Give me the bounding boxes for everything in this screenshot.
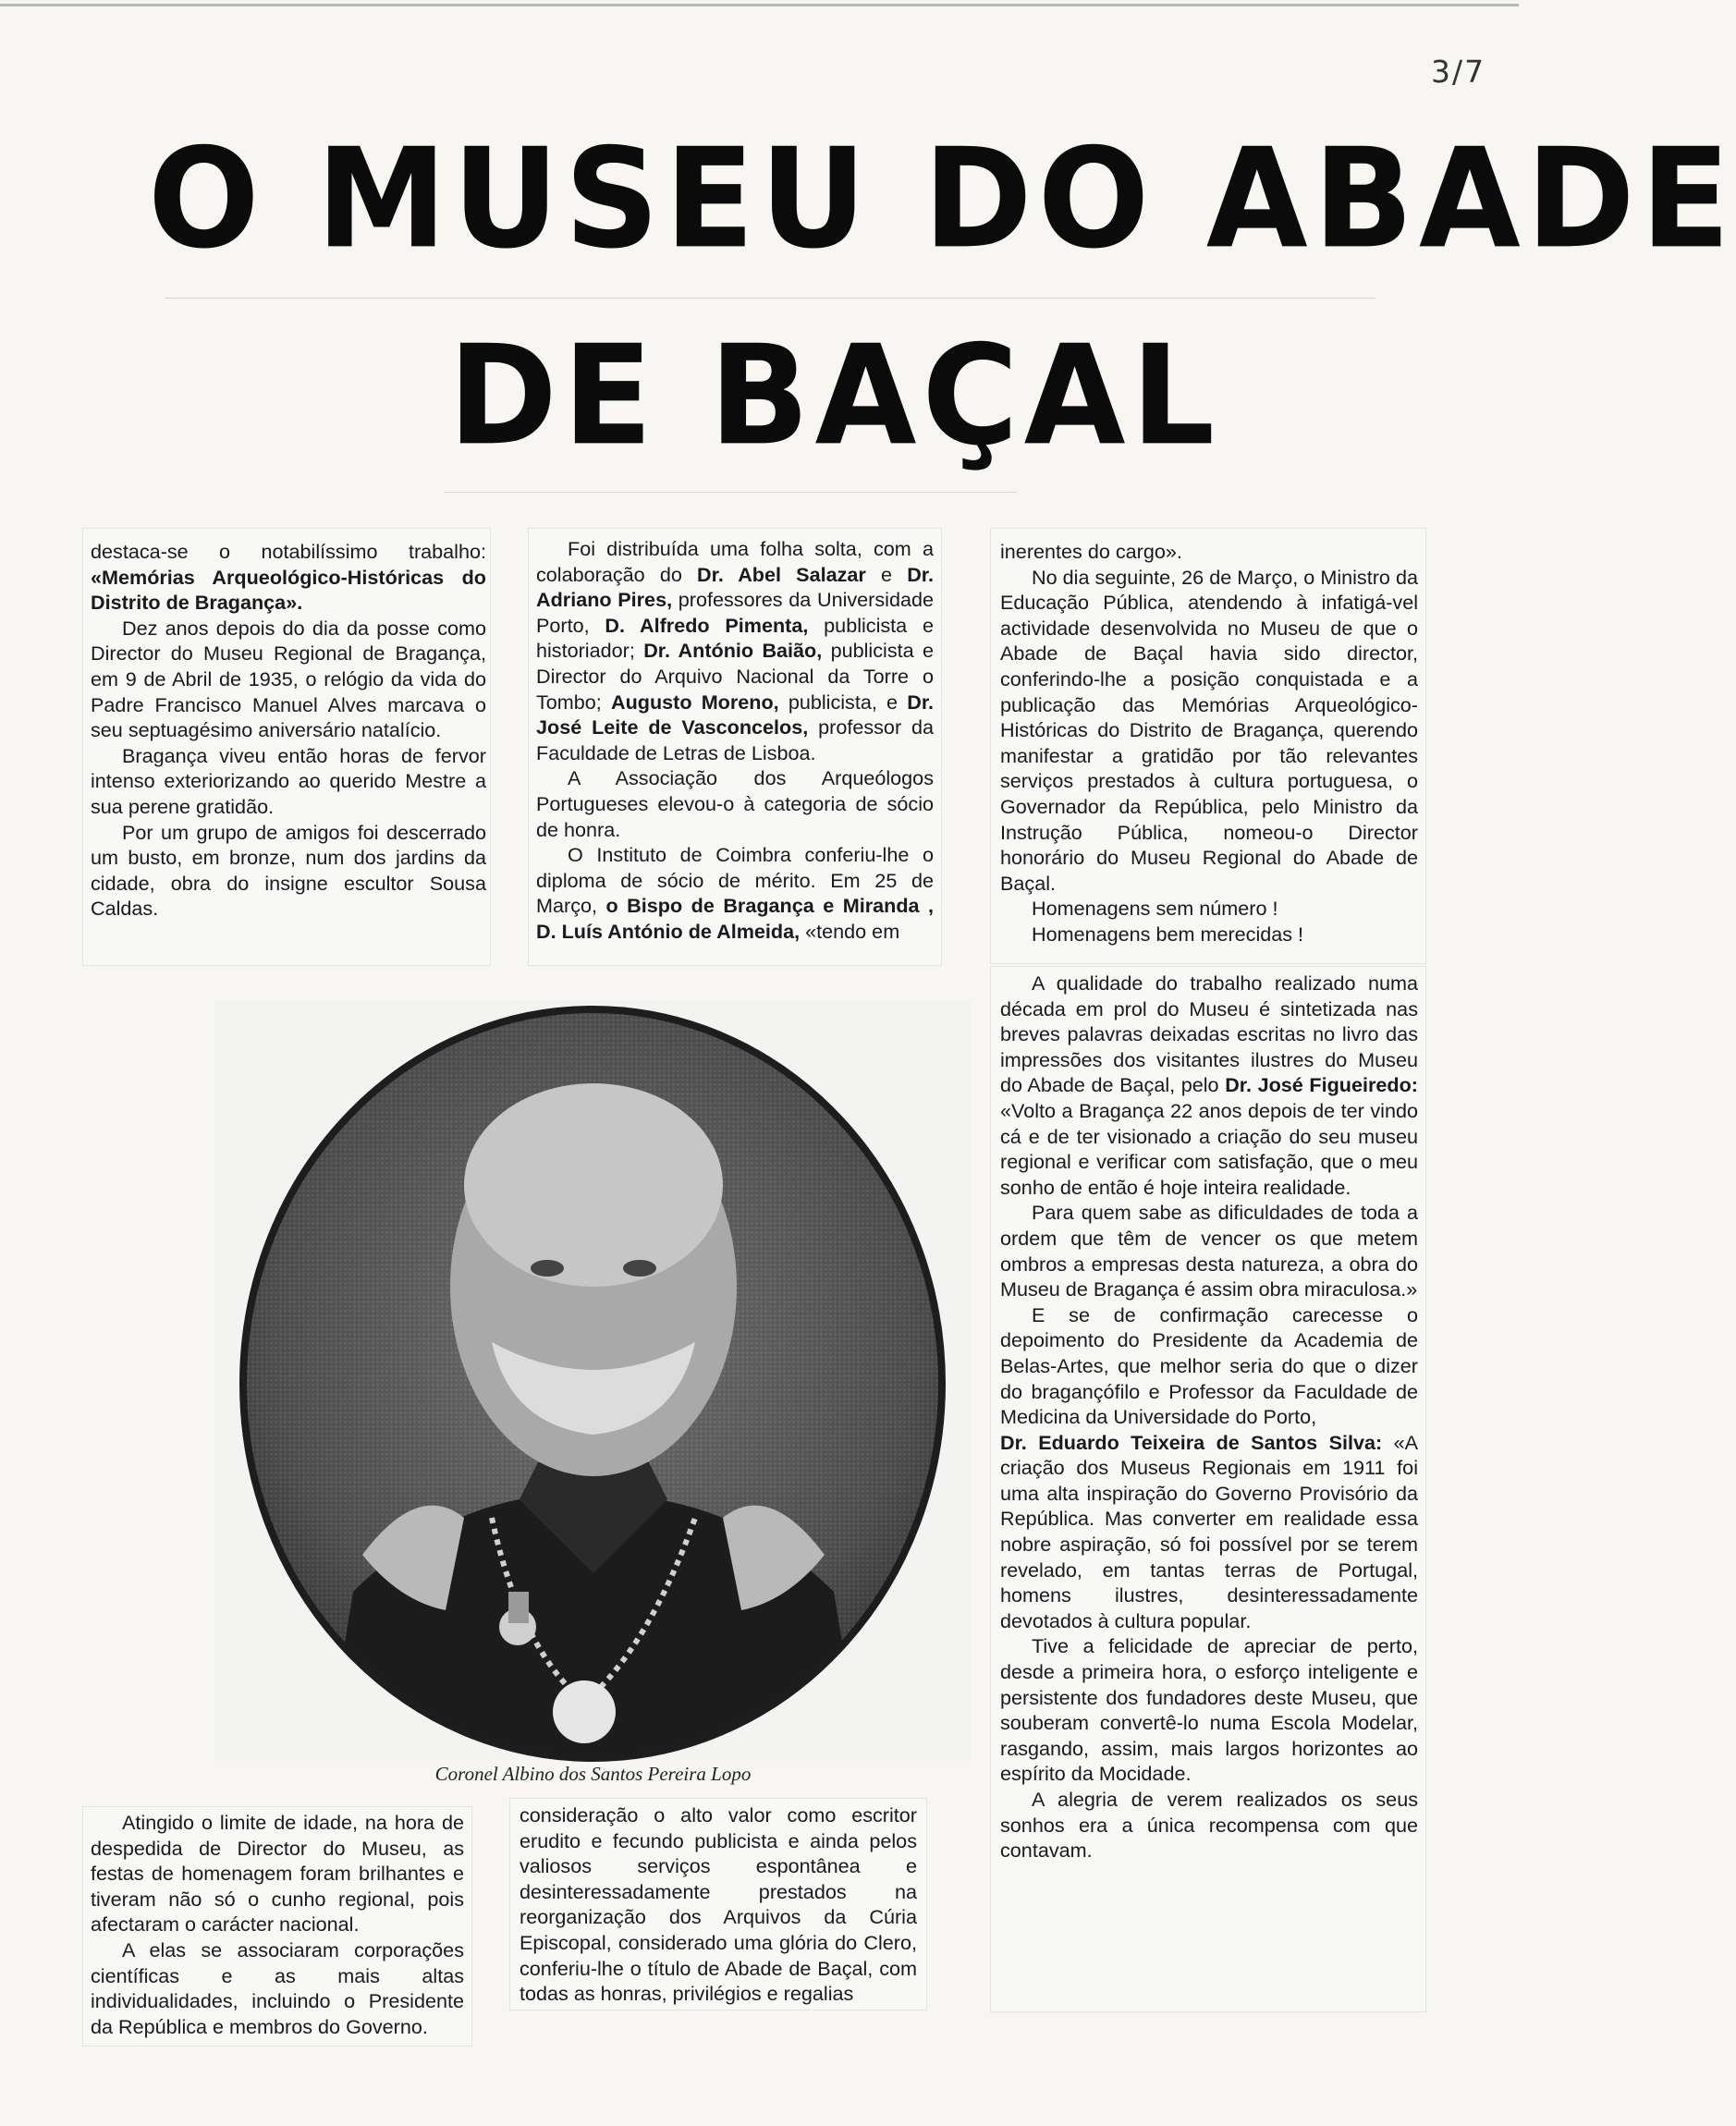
- article-col3-a: [1000, 539, 1418, 947]
- text: destaca-se o notabilíssimo trabalho:: [91, 540, 486, 563]
- text: professores da Universidade Porto,: [536, 588, 935, 637]
- paragraph: Homenagens bem merecidas !: [1032, 922, 1304, 946]
- article-col2-bottom: [520, 1802, 917, 2007]
- page-edge-line: [0, 4, 1519, 6]
- article-col3-b: [1000, 971, 1418, 1863]
- paragraph: Bragança viveu então horas de fervor intenso exteriorizando ao querido Mestre a sua perene gratidão.: [91, 743, 486, 818]
- page-number: 3/7: [1431, 54, 1486, 90]
- text: professor da Faculdade de Letras de Lisboa.: [536, 715, 935, 764]
- text: «Volto a Bragança 22 anos depois de ter vindo cá e de ter visionado a criação do seu museu regional e verificar com satisfação, que o meu sonho de então é hoje inteira realidade.: [1000, 1098, 1418, 1199]
- text: e: [881, 562, 893, 586]
- article-col1-bottom: [91, 1810, 464, 2039]
- paragraph: A alegria de verem realizados os seus sonhos era a única recompensa com que contavam.: [1000, 1788, 1418, 1863]
- paragraph: inerentes do cargo».: [1000, 540, 1182, 563]
- article-col1-top: [91, 539, 486, 922]
- portrait-photo: [214, 1000, 972, 1761]
- person-name: Dr. José Leite de Vasconcelos,: [536, 690, 935, 739]
- paragraph: E se de confirmação carecesse o depoimento do Presidente da Academia de Belas-Artes, que melhor seria do que o dizer do bragançófilo e Professor da Faculdade de Medicina da Universidade do Porto,: [1000, 1302, 1418, 1429]
- person-name: D. Alfredo Pimenta,: [605, 613, 809, 637]
- paragraph: consideração o alto valor como escritor erudito e fecundo publicista e ainda pelos valiosos serviços espontânea e desinteressadamente prestados na reorganização dos Arquivos da Cúria Episcopal, considerado uma glória do Clero, conferiu-lhe o título de Abade de Baçal, com todas as honras, privilégios e regalias: [520, 1803, 917, 2006]
- person-name: Dr. António Baião,: [643, 639, 823, 663]
- person-name: Dr. José Figueiredo:: [1225, 1073, 1418, 1097]
- paragraph: Dez anos depois do dia da posse como Director do Museu Regional de Bragança, em 9 de Abril de 1935, o relógio da vida do Padre Francisco Manuel Alves marcava o seu septuagésimo aniversário natalício.: [91, 616, 486, 742]
- text: «tendo em: [805, 919, 900, 943]
- headline-line-1: O MUSEU DO ABADE: [148, 118, 1736, 280]
- person-name: Dr. Abel Salazar: [697, 562, 866, 586]
- paragraph: Por um grupo de amigos foi descerrado um busto, em bronze, num dos jardins da cidade, obra do insigne escultor Sousa Caldas.: [91, 820, 486, 921]
- portrait-icon: [214, 1000, 972, 1761]
- paragraph: No dia seguinte, 26 de Março, o Ministro da Educação Pública, atendendo à infatigá-vel actividade desenvolvida no Museu de que o Abade de Baçal havia sido director, conferindo-lhe a posição conquistada e a publicação das Memórias Arqueológico- Históricas do Distrito de Bragança, querendo manifestar a gratidão por tão relevantes serviços prestados à cultura portuguesa, o Governador da República, pelo Ministro da Instrução Pública, nomeou-o Director honorário do Museu Regional do Abade de Baçal.: [1000, 565, 1418, 895]
- text: Foi distribuída uma folha solta, com a colaboração do: [536, 537, 934, 586]
- paragraph: Tive a felicidade de apreciar de perto, desde a primeira hora, o esforço inteligente e persistente dos fundadores deste Museu, que souberam convertê-lo numa Escola Modelar, rasgando, assim, mais largos horizontes ao espírito da Mocidade.: [1000, 1634, 1418, 1786]
- article-col2-top: [536, 536, 934, 945]
- paragraph: A Associação dos Arqueólogos Portugueses elevou-o à categoria de sócio de honra.: [536, 766, 934, 841]
- text: A qualidade do trabalho realizado numa década em prol do Museu é sintetizada nas breves palavras deixadas escritas no livro das impressões dos visitantes ilustres do Museu do Abade de Baçal, pelo: [1000, 971, 1418, 1097]
- text: O Instituto de Coimbra conferiu-lhe o diploma de sócio de mérito. Em 25 de Março,: [536, 843, 934, 918]
- text: publicista e Director do Arquivo Nacional da Torre o Tombo;: [536, 639, 934, 714]
- paragraph: Homenagens sem número !: [1032, 897, 1278, 921]
- text: publicista e historiador;: [536, 613, 934, 663]
- paragraph: Atingido o limite de idade, na hora de despedida de Director do Museu, as festas de homenagem foram brilhantes e tiveram não só o cunho regional, pois afectaram o carácter nacional.: [91, 1811, 464, 1937]
- person-name: Dr. Eduardo Teixeira de Santos Silva:: [1000, 1430, 1383, 1454]
- person-name: Dr. Adriano Pires,: [536, 562, 935, 612]
- clipping-edge: [444, 492, 1017, 493]
- text: publicista, e: [788, 690, 899, 714]
- work-title: «Memórias Arqueológico-Históricas do Distrito de Bragança».: [91, 565, 486, 615]
- person-name: o Bispo de Bragança e Miranda , D. Luís António de Almeida,: [536, 894, 935, 943]
- text: «A criação dos Museus Regionais em 1911 foi uma alta inspiração do Governo Provisório da República. Mas converter em realidade essa nobre aspiração, só foi possível por se terem revelado, em tantas terras de Portugal, homens ilustres, desinteressadamente devotados à cultura popular.: [1000, 1430, 1419, 1632]
- person-name: Augusto Moreno,: [610, 690, 779, 714]
- headline-line-2: DE BAÇAL: [448, 315, 1221, 477]
- paragraph: A elas se associaram corporações científicas e as mais altas individualidades, incluindo o Presidente da República e membros do Governo.: [91, 1937, 464, 2038]
- photo-caption: Coronel Albino dos Santos Pereira Lopo: [434, 1763, 752, 1785]
- paragraph: Para quem sabe as dificuldades de toda a ordem que têm de vencer os que metem ombros a empresas desta natureza, a obra do Museu de Bragança é assim obra miraculosa.»: [1000, 1201, 1418, 1301]
- clipping-edge: [165, 298, 1375, 299]
